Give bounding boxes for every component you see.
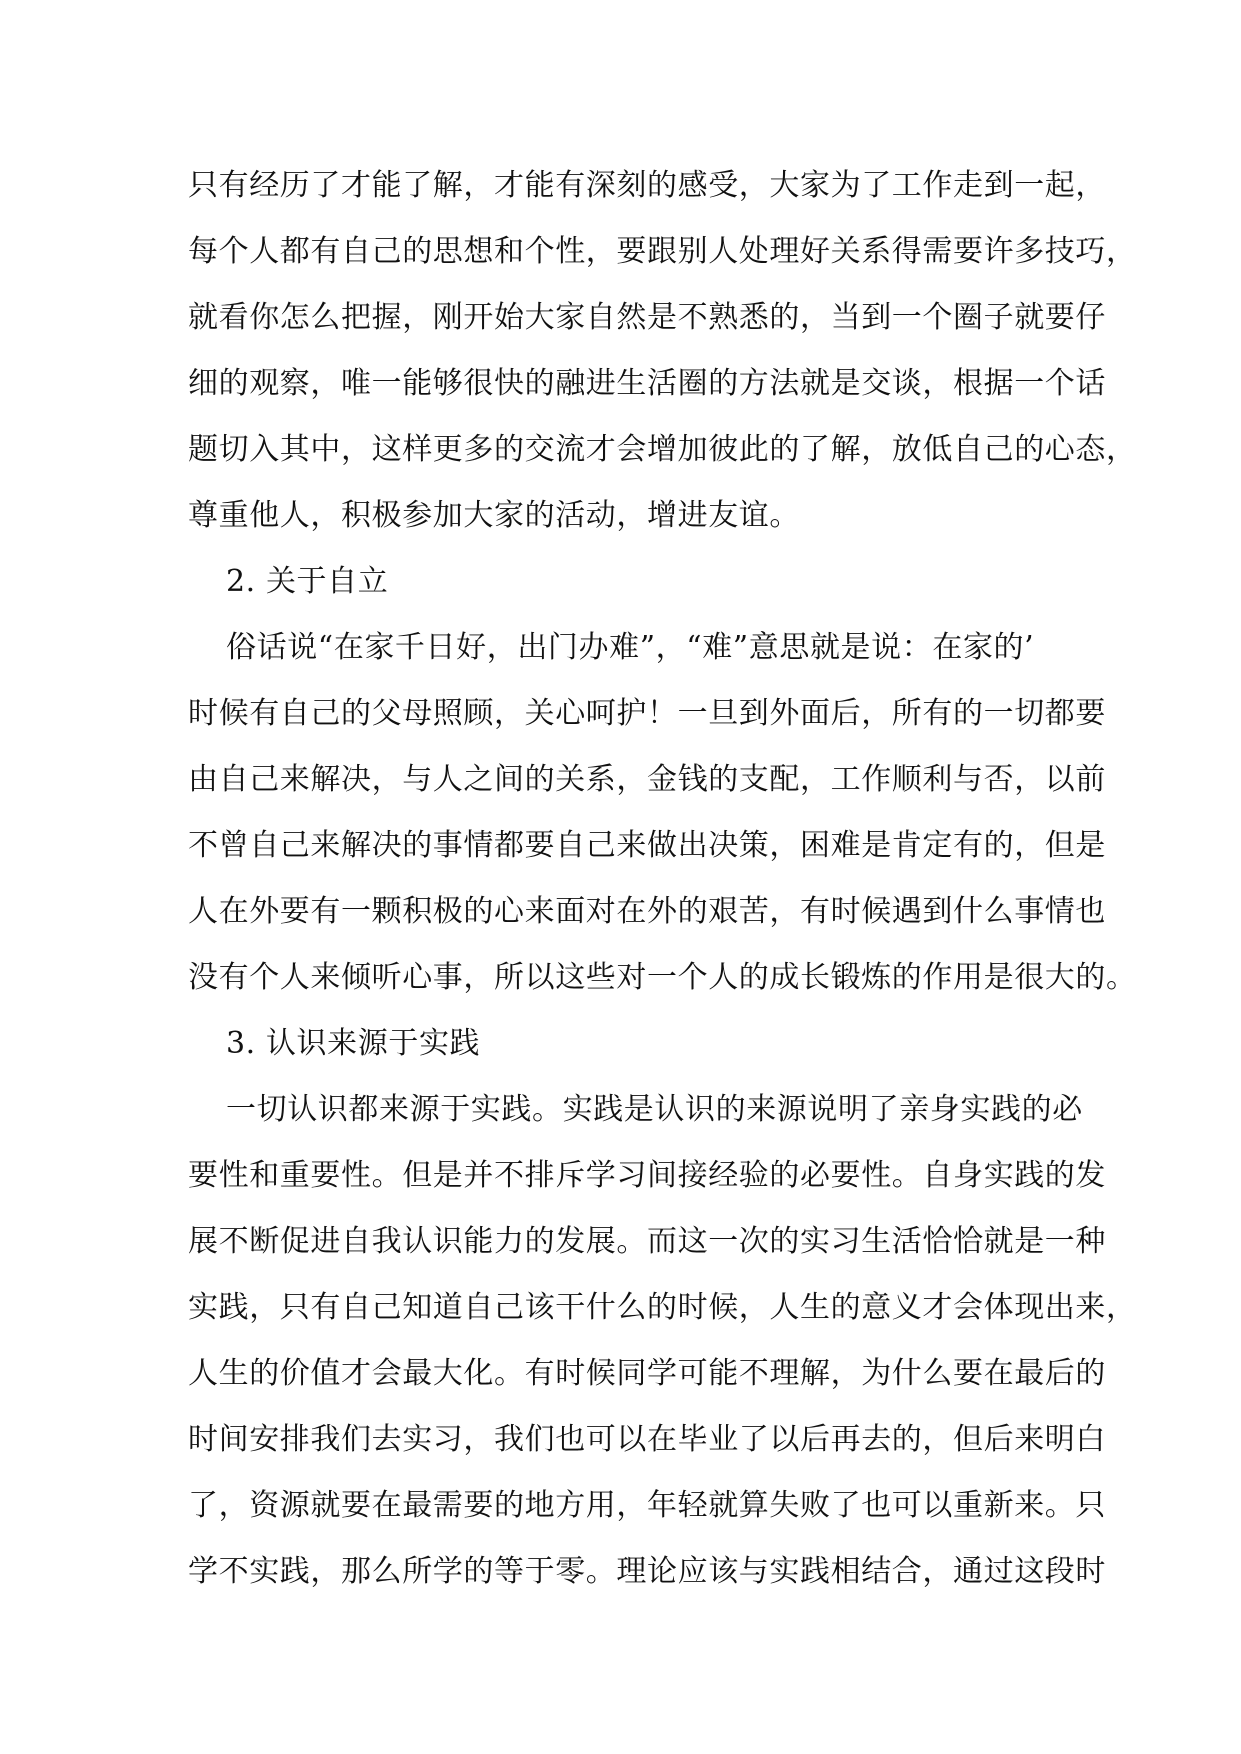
- paragraph-first-line: 一切认识都来源于实践。实践是认识的来源说明了亲身实践的必: [226, 1092, 1083, 1127]
- section-heading: 2. 关于自立: [226, 564, 389, 599]
- text-line: 学不实践，那么所学的等于零。理论应该与实践相结合，通过这段时: [188, 1554, 1106, 1589]
- text-line: 每个人都有自己的思想和个性，要跟别人处理好关系得需要许多技巧，: [188, 234, 1137, 269]
- text-line: 没有个人来倾听心事，所以这些对一个人的成长锻炼的作用是很大的。: [188, 960, 1137, 995]
- document-body: [188, 153, 1137, 1605]
- text-line: 要性和重要性。但是并不排斥学习间接经验的必要性。自身实践的发: [188, 1158, 1106, 1193]
- text-line: 尊重他人，积极参加大家的活动，增进友谊。: [188, 498, 800, 533]
- text-line: 题切入其中，这样更多的交流才会增加彼此的了解，放低自己的心态，: [188, 432, 1137, 467]
- text-line: 就看你怎么把握，刚开始大家自然是不熟悉的，当到一个圈子就要仔: [188, 300, 1106, 335]
- text-line: 由自己来解决，与人之间的关系，金钱的支配，工作顺利与否，以前: [188, 762, 1106, 797]
- text-line: 展不断促进自我认识能力的发展。而这一次的实习生活恰恰就是一种: [188, 1224, 1106, 1259]
- text-line: 实践，只有自己知道自己该干什么的时候，人生的意义才会体现出来，: [188, 1290, 1137, 1325]
- text-line: 人生的价值才会最大化。有时候同学可能不理解，为什么要在最后的: [188, 1356, 1106, 1391]
- text-line: 时间安排我们去实习，我们也可以在毕业了以后再去的，但后来明白: [188, 1422, 1106, 1457]
- section-heading: 3. 认识来源于实践: [226, 1026, 481, 1061]
- text-line: 了，资源就要在最需要的地方用，年轻就算失败了也可以重新来。只: [188, 1488, 1106, 1523]
- text-line: 细的观察，唯一能够很快的融进生活圈的方法就是交谈，根据一个话: [188, 366, 1106, 401]
- paragraph-first-line: 俗话说“在家千日好，出门办难”，“难”意思就是说：在家的’: [226, 630, 1035, 665]
- text-line: 只有经历了才能了解，才能有深刻的感受，大家为了工作走到一起，: [188, 168, 1106, 203]
- text-line: 时候有自己的父母照顾，关心呵护！一旦到外面后，所有的一切都要: [188, 696, 1106, 731]
- text-line: 人在外要有一颗积极的心来面对在外的艰苦，有时候遇到什么事情也: [188, 894, 1106, 929]
- text-line: 不曾自己来解决的事情都要自己来做出决策，困难是肯定有的，但是: [188, 828, 1106, 863]
